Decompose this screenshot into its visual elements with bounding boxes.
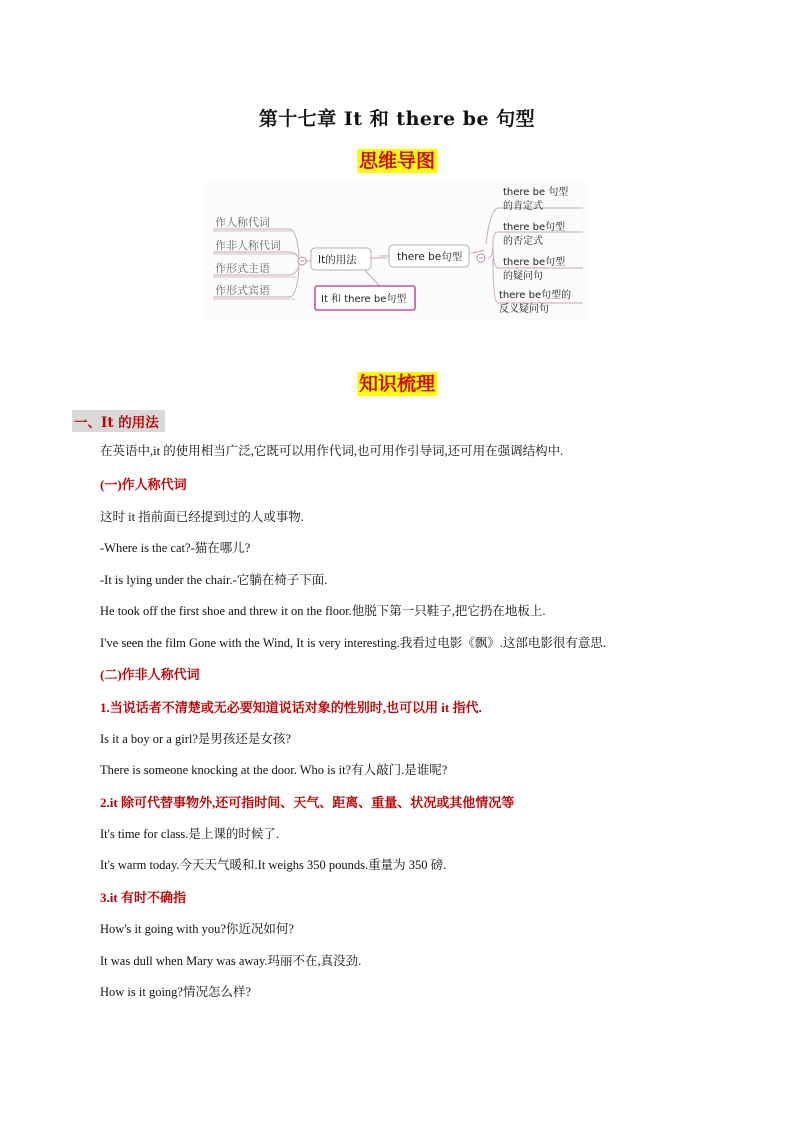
text-line: -It is lying under the chair.-它躺在椅子下面.: [100, 573, 328, 587]
text-line: There is someone knocking at the door. Who is it?有人敲门.是谁呢?: [100, 763, 448, 777]
mm-it-node: It的用法: [318, 254, 357, 266]
mm-right-item: there be句型的: [499, 290, 572, 301]
text-line: It's warm today.今天天气暖和.It weighs 350 pounds.重量为 350 磅.: [100, 858, 447, 872]
text-line: How's it going with you?你近况如何?: [100, 922, 294, 936]
mind-map-diagram: [205, 182, 589, 320]
text-line: It's time for class.是上课的时候了.: [100, 827, 279, 841]
mind-map: [205, 182, 589, 320]
mm-right-item: 的疑问句: [503, 271, 543, 282]
text-line: Is it a boy or a girl?是男孩还是女孩?: [100, 732, 291, 746]
subsection-heading: (一)作人称代词: [100, 477, 187, 492]
point-heading: 2.it 除可代替事物外,还可指时间、天气、距离、重量、状况或其他情况等: [100, 795, 515, 810]
knowledge-heading-wrap: [0, 369, 794, 396]
text-line: -Where is the cat?-猫在哪儿?: [100, 541, 251, 555]
text-line: How is it going?情况怎么样?: [100, 985, 252, 999]
mm-left-item: 作形式主语: [215, 262, 270, 275]
mindmap-heading: 思维导图: [358, 150, 435, 172]
section-heading: 一、It 的用法: [72, 410, 165, 432]
mm-right-item: there be句型: [503, 257, 566, 268]
chapter-title: 第十七章 It 和 there be 句型: [258, 108, 536, 130]
mm-there-node: there be句型: [397, 251, 463, 263]
text-line: It was dull when Mary was away.玛丽不在,真没劲.: [100, 954, 362, 968]
subsection-heading: (二)作非人称代词: [100, 667, 200, 682]
mm-right-item: 的肯定式: [503, 201, 543, 212]
point-heading: 3.it 有时不确指: [100, 890, 186, 905]
mm-left-item: 作非人称代词: [215, 239, 281, 252]
mm-left-item: 作人称代词: [215, 216, 270, 229]
point-heading: 1.当说话者不清楚或无必要知道说话对象的性别时,也可以用 it 指代.: [100, 700, 482, 715]
text-line: He took off the first shoe and threw it on the floor.他脱下第一只鞋子,把它扔在地板上.: [100, 604, 546, 618]
knowledge-heading: 知识梳理: [358, 373, 435, 395]
text-line: I've seen the film Gone with the Wind, It is very interesting.我看过电影《飘》.这部电影很有意思.: [100, 636, 606, 650]
section-intro: 在英语中,it 的使用相当广泛,它既可以用作代词,也可用作引导词,还可用在强调结构中.: [100, 444, 564, 458]
text-line: 这时 it 指前面已经提到过的人或事物.: [100, 510, 304, 524]
mm-root-node: It 和 there be句型: [321, 294, 407, 305]
mm-right-item: 的否定式: [503, 236, 543, 247]
mindmap-heading-wrap: [0, 146, 794, 173]
mm-right-item: there be句型: [503, 222, 566, 233]
mm-right-item: 反义疑问句: [499, 304, 549, 315]
mm-left-item: 作形式宾语: [215, 284, 270, 297]
mm-right-item: there be 句型: [503, 187, 569, 198]
